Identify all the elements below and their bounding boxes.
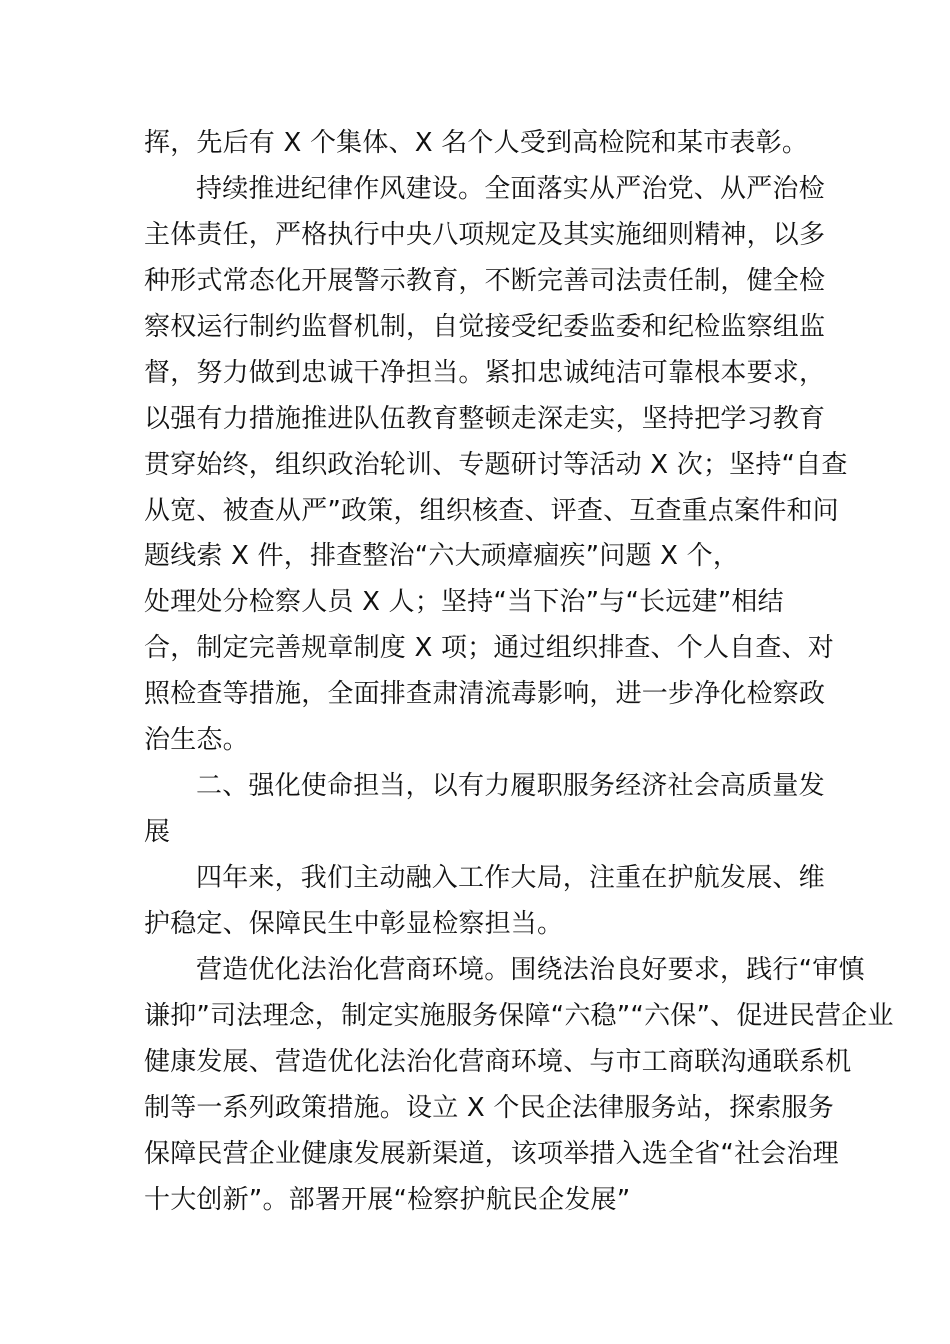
text-line: 保障民营企业健康发展新渠道，该项举措入选全省“社会治理	[144, 1139, 839, 1169]
text-line: 谦抑”司法理念，制定实施服务保障“六稳”“六保”、促进民营企业	[144, 1001, 894, 1031]
paragraph-first-line: 营造优化法治化营商环境。围绕法治良好要求，践行“审慎	[196, 955, 865, 985]
section-heading-continued: 展	[144, 817, 171, 847]
text-line: 处理处分检察人员 X 人；坚持“当下治”与“长远建”相结	[144, 587, 784, 617]
text-line: 合，制定完善规章制度 X 项；通过组织排查、个人自查、对	[144, 633, 834, 663]
text-line: 种形式常态化开展警示教育，不断完善司法责任制，健全检	[144, 266, 826, 296]
text-line: 护稳定、保障民生中彰显检察担当。	[144, 909, 564, 939]
paragraph-first-line: 持续推进纪律作风建设。全面落实从严治党、从严治检	[196, 174, 825, 204]
text-line: 主体责任，严格执行中央八项规定及其实施细则精神，以多	[144, 220, 826, 250]
text-line: 挥，先后有 X 个集体、X 名个人受到高检院和某市表彰。	[144, 128, 809, 158]
section-heading: 二、强化使命担当，以有力履职服务经济社会高质量发	[196, 771, 825, 801]
text-line: 从宽、被查从严”政策，组织核查、评查、互查重点案件和问	[144, 496, 839, 526]
text-line: 督，努力做到忠诚干净担当。紧扣忠诚纯洁可靠根本要求，	[144, 358, 826, 388]
text-line: 贯穿始终，组织政治轮训、专题研讨等活动 X 次；坚持“自查	[144, 450, 848, 480]
text-line: 健康发展、营造优化法治化营商环境、与市工商联沟通联系机	[144, 1047, 852, 1077]
paragraph-first-line: 四年来，我们主动融入工作大局，注重在护航发展、维	[196, 863, 825, 893]
text-line: 制等一系列政策措施。设立 X 个民企法律服务站，探索服务	[144, 1093, 834, 1123]
text-line: 照检查等措施，全面排查肃清流毒影响，进一步净化检察政	[144, 679, 826, 709]
text-line: 察权运行制约监督机制，自觉接受纪委监委和纪检监察组监	[144, 312, 826, 342]
text-line: 以强有力措施推进队伍教育整顿走深走实，坚持把学习教育	[144, 404, 826, 434]
text-line: 十大创新”。部署开展“检察护航民企发展”	[144, 1185, 631, 1215]
text-line: 题线索 X 件，排查整治“六大顽瘴痼疾”问题 X 个，	[144, 541, 740, 571]
text-line: 治生态。	[144, 725, 249, 755]
